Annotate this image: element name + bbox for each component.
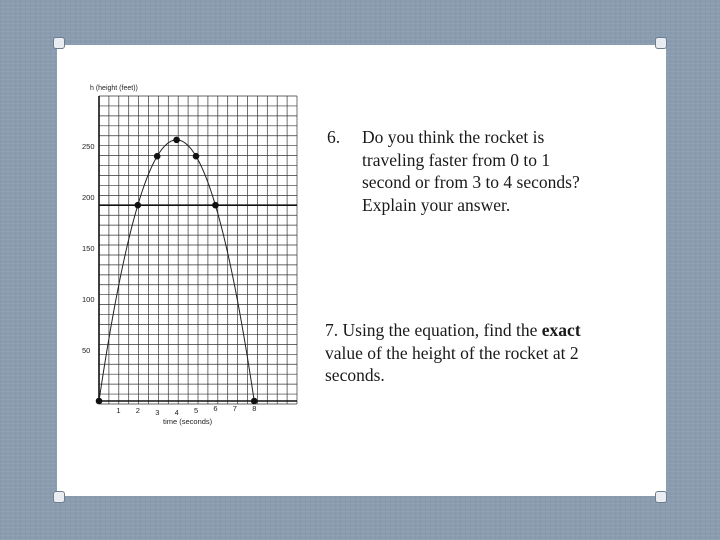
- y-tick-label: 250: [82, 142, 95, 151]
- question-6-line: Do you think the rocket is: [362, 127, 545, 147]
- y-tick-label: 200: [82, 193, 95, 202]
- question-7-line: seconds.: [325, 365, 385, 385]
- question-7-emphasis: exact: [541, 320, 581, 340]
- y-tick-label: 150: [82, 244, 95, 253]
- y-tick-label: 100: [82, 295, 95, 304]
- x-tick-label: 2: [135, 406, 140, 415]
- x-tick-label: 4: [174, 408, 179, 417]
- y-axis-label: h (height (feet)): [90, 85, 138, 92]
- data-point: [212, 202, 219, 209]
- x-tick-labels: [116, 404, 256, 417]
- question-6-line: Explain your answer.: [362, 194, 511, 215]
- question-6-number: 6.: [327, 127, 341, 147]
- x-tick-label: 1: [116, 406, 121, 415]
- x-tick-label: 5: [194, 406, 199, 415]
- x-tick-label: 7: [232, 404, 237, 413]
- parabola-curve: [99, 140, 254, 401]
- y-tick-labels: [82, 142, 95, 355]
- question-7: [325, 319, 655, 387]
- data-point: [173, 137, 180, 144]
- question-7-text: 7. Using the equation, find the: [325, 320, 542, 340]
- data-point: [96, 398, 103, 405]
- x-tick-label: 6: [213, 404, 218, 413]
- data-point: [135, 202, 142, 209]
- data-point: [154, 153, 161, 160]
- question-7-line: [325, 319, 655, 342]
- x-tick-label: 8: [252, 404, 257, 413]
- data-point: [193, 153, 200, 160]
- y-tick-label: 50: [82, 346, 91, 355]
- question-6-line: second or from 3 to 4 seconds?: [362, 172, 580, 192]
- x-tick-label: 3: [155, 408, 160, 417]
- chart-grid: [99, 96, 297, 404]
- question-7-line: value of the height of the rocket at 2: [325, 342, 579, 363]
- x-axis-label: time (seconds): [163, 417, 213, 426]
- question-6-line: traveling faster from 0 to 1: [362, 149, 551, 170]
